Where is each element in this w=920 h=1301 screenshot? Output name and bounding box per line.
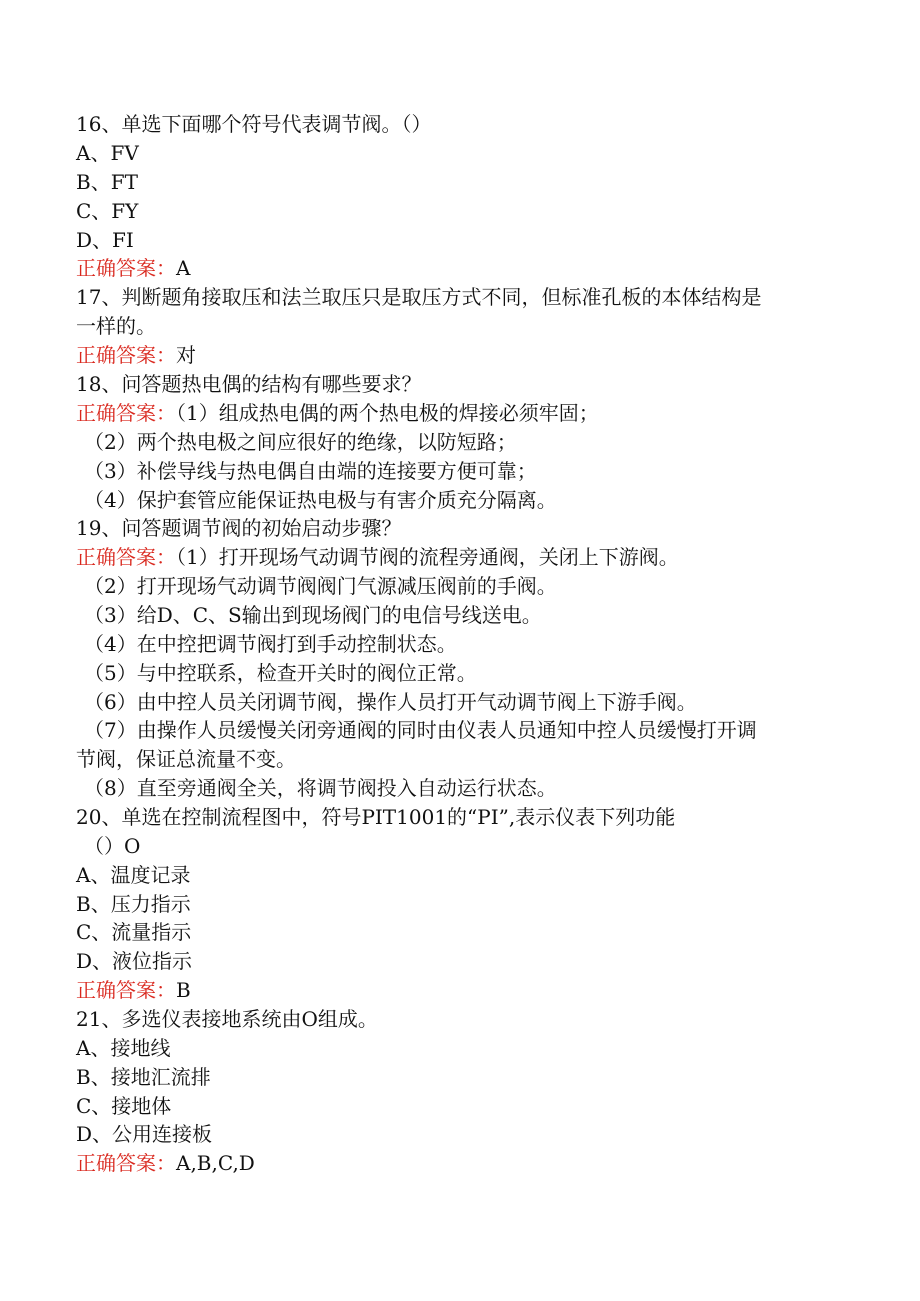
answer-value: A,B,C,D <box>176 1151 255 1175</box>
question-21-option-b: B、接地汇流排 <box>76 1065 211 1089</box>
question-19-answer-line-8: 节阀，保证总流量不变。 <box>76 747 296 771</box>
question-20-option-c: C、流量指示 <box>76 920 192 944</box>
answer-label: 正确答案： <box>76 978 176 1002</box>
question-19-answer-line-2: （2）打开现场气动调节阀阀门气源减压阀前的手阀。 <box>84 574 557 598</box>
question-19-stem: 19、问答题调节阀的初始启动步骤？ <box>76 516 402 540</box>
question-19-answer-line-6: （6）由中控人员关闭调节阀，操作人员打开气动调节阀上下游手阀。 <box>84 690 697 714</box>
question-17-stem-line-1: 17、判断题角接取压和法兰取压只是取压方式不同，但标准孔板的本体结构是 <box>76 285 762 309</box>
question-20-stem-line-1: 20、单选在控制流程图中，符号PIT1001的“PI”,表示仪表下列功能 <box>76 805 676 829</box>
question-19-answer-line-9: （8）直至旁通阀全关，将调节阀投入自动运行状态。 <box>84 776 557 800</box>
question-16-answer <box>76 254 190 283</box>
question-19-answer-line-7: （7）由操作人员缓慢关闭旁通阀的同时由仪表人员通知中控人员缓慢打开调 <box>84 718 757 742</box>
question-19-answer-line-3: （3）给D、C、S输出到现场阀门的电信号线送电。 <box>84 603 542 627</box>
answer-value: B <box>176 978 191 1002</box>
question-21-stem: 21、多选仪表接地系统由O组成。 <box>76 1007 378 1031</box>
question-16-option-d: D、FI <box>76 228 134 252</box>
question-18-answer-line-3: （3）补偿导线与热电偶自由端的连接要方便可靠； <box>84 459 537 483</box>
question-18-stem: 18、问答题热电偶的结构有哪些要求？ <box>76 372 422 396</box>
question-20-option-a: A、温度记录 <box>76 863 191 887</box>
question-21-option-d: D、公用连接板 <box>76 1122 213 1146</box>
question-18-answer-line-4: （4）保护套管应能保证热电极与有害介质充分隔离。 <box>84 488 557 512</box>
question-20-stem-line-2: （）O <box>84 834 141 858</box>
answer-label: 正确答案： <box>76 545 176 569</box>
answer-label: 正确答案： <box>76 401 176 425</box>
question-19-answer-line-5: （5）与中控联系，检查开关时的阀位正常。 <box>84 661 477 685</box>
answer-label: 正确答案： <box>76 1151 176 1175</box>
question-21-option-c: C、接地体 <box>76 1094 172 1118</box>
question-17-stem-line-2: 一样的。 <box>76 314 156 338</box>
answer-value: （1）打开现场气动调节阀的流程旁通阀，关闭上下游阀。 <box>176 545 679 569</box>
question-20-option-d: D、液位指示 <box>76 949 193 973</box>
question-19-answer <box>76 543 679 572</box>
question-20-option-b: B、压力指示 <box>76 892 191 916</box>
question-16-option-a: A、FV <box>76 141 139 165</box>
question-16-option-b: B、FT <box>76 170 138 194</box>
question-18-answer <box>76 399 599 428</box>
question-21-option-a: A、接地线 <box>76 1036 171 1060</box>
question-16-option-c: C、FY <box>76 199 139 223</box>
question-20-answer <box>76 976 191 1005</box>
answer-value: A <box>176 256 191 280</box>
question-19-answer-line-4: （4）在中控把调节阀打到手动控制状态。 <box>84 632 457 656</box>
question-16-stem: 16、单选下面哪个符号代表调节阀。（） <box>76 112 432 136</box>
question-21-answer <box>76 1149 255 1178</box>
answer-label: 正确答案： <box>76 256 176 280</box>
answer-value: （1）组成热电偶的两个热电极的焊接必须牢固； <box>176 401 599 425</box>
question-17-answer <box>76 341 196 370</box>
answer-label: 正确答案： <box>76 343 176 367</box>
answer-value: 对 <box>176 343 196 367</box>
question-18-answer-line-2: （2）两个热电极之间应很好的绝缘，以防短路； <box>84 430 517 454</box>
